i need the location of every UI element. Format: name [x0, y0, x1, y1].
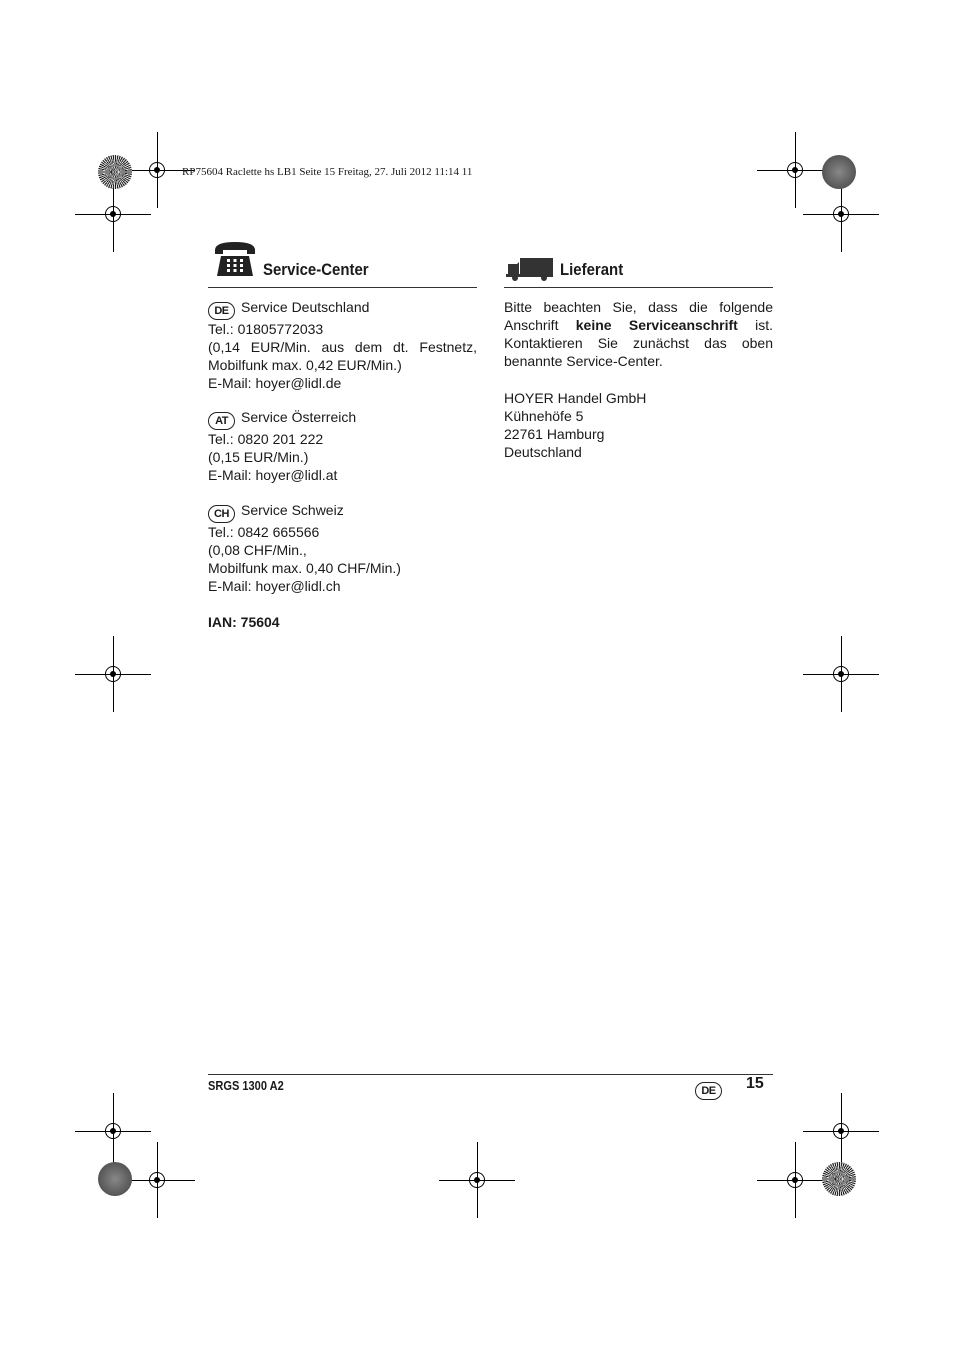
country-badge-de: DE — [695, 1082, 722, 1100]
gray-calibration-disc — [822, 155, 856, 189]
color-calibration-disc — [98, 155, 132, 189]
address-line: Kühnehöfe 5 — [504, 408, 584, 424]
service-ch-note-1: (0,08 CHF/Min., — [208, 542, 307, 558]
page-number: 15 — [746, 1075, 764, 1092]
service-ch-note-2: Mobilfunk max. 0,40 CHF/Min.) — [208, 560, 401, 576]
country-badge-at: AT — [208, 412, 235, 430]
service-de-tel: Tel.: 01805772033 — [208, 321, 324, 337]
address-line: HOYER Handel GmbH — [504, 390, 647, 406]
print-slug: RP75604 Raclette hs LB1 Seite 15 Freitag, 27. Juli 2012 11:14 11 — [182, 166, 473, 178]
gray-calibration-disc — [98, 1162, 132, 1196]
ian-number: IAN: 75604 — [208, 614, 280, 630]
supplier-paragraph-end: ist. Kontaktieren Sie zunächst das oben benannte Service-Center. — [504, 317, 773, 369]
service-at-email: E-Mail: hoyer@lidl.at — [208, 467, 338, 483]
address-line: Deutschland — [504, 444, 582, 460]
color-calibration-disc — [822, 1162, 856, 1196]
service-center-heading: Service-Center — [263, 260, 369, 279]
telephone-icon — [211, 238, 259, 278]
service-de-note: (0,14 EUR/Min. aus dem dt. Festnetz, Mobilfunk max. 0,42 EUR/Min.) — [208, 339, 477, 373]
supplier-address — [504, 389, 646, 461]
service-at-note: (0,15 EUR/Min.) — [208, 449, 309, 465]
service-ch-email: E-Mail: hoyer@lidl.ch — [208, 578, 341, 594]
service-de-block — [208, 298, 477, 392]
address-line: 22761 Hamburg — [504, 426, 605, 442]
service-de-email: E-Mail: hoyer@lidl.de — [208, 375, 342, 391]
footer-rule — [208, 1074, 773, 1075]
truck-icon — [506, 256, 554, 282]
service-at-tel: Tel.: 0820 201 222 — [208, 431, 324, 447]
service-ch-tel: Tel.: 0842 665566 — [208, 524, 320, 540]
service-at-block — [208, 408, 356, 484]
service-de-title: Service Deutschland — [241, 299, 370, 315]
supplier-heading: Lieferant — [560, 260, 624, 279]
supplier-paragraph-bold: keine Serviceanschrift — [575, 317, 738, 333]
service-ch-title: Service Schweiz — [241, 502, 344, 518]
heading-rule — [208, 287, 477, 288]
supplier-paragraph-start: Bitte beachten Sie, dass die folgende Anschrift — [504, 299, 773, 333]
service-ch-block — [208, 501, 401, 595]
supplier-paragraph — [504, 298, 773, 370]
country-badge-de: DE — [208, 302, 235, 320]
service-at-title: Service Österreich — [241, 409, 357, 425]
model-number: SRGS 1300 A2 — [208, 1078, 284, 1093]
footer-country — [695, 1079, 728, 1100]
heading-rule — [504, 287, 773, 288]
country-badge-ch: CH — [208, 505, 235, 523]
